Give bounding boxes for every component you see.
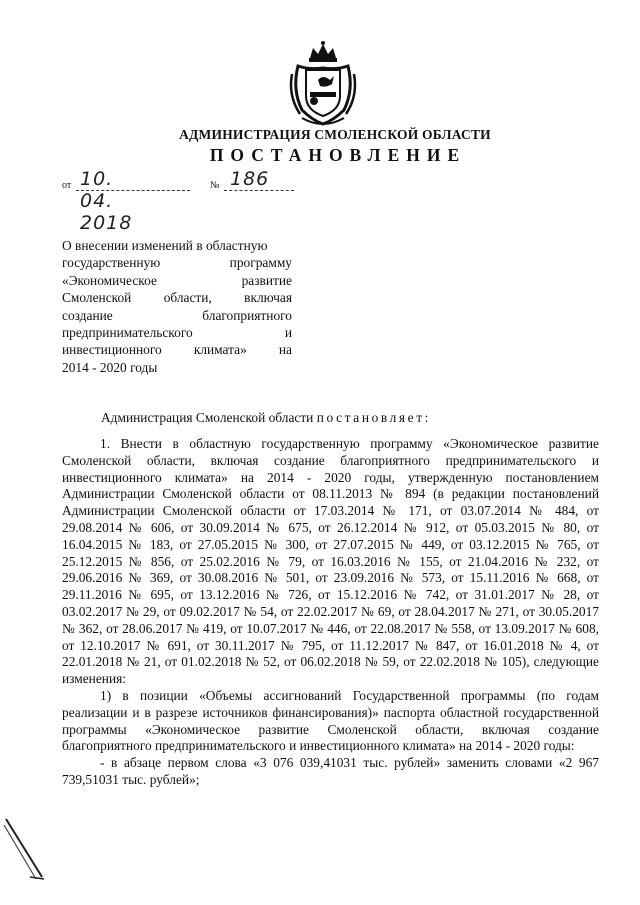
document-type-heading: ПОСТАНОВЛЕНИЕ — [209, 145, 467, 165]
handwritten-number: 186 — [230, 168, 270, 190]
subject-line: 2014 - 2020 годы — [62, 359, 158, 375]
date-underline — [76, 190, 190, 191]
scan-corner-mark — [0, 815, 50, 885]
number-underline — [224, 190, 294, 191]
body-paragraph: - в абзаце первом слова «3 076 039,41031 тыс. рублей» заменить словами «2 967 739,51031 тыс. рублей»; — [62, 755, 599, 787]
subject-line: создание благоприятного — [62, 307, 292, 323]
organization-title: АДМИНИСТРАЦИЯ СМОЛЕНСКОЙ ОБЛАСТИ — [179, 127, 491, 142]
subject-line: Смоленской области, включая — [62, 290, 292, 306]
number-label: № — [210, 180, 220, 191]
document-subject — [62, 237, 292, 376]
subject-line: государственную программу — [62, 255, 292, 271]
body-paragraph: 1) в позиции «Объемы ассигнований Государственной программы (по годам реализации и в разрезе источников финансирования)» паспорта областной государственной программы «Экономическое развитие Смоленской области, включая создание благоприятного предпринимательского и инвестиционного климата» на 2014 - 2020 годы: — [62, 687, 599, 754]
subject-line: О внесении изменений в областную — [62, 238, 268, 253]
subject-line: инвестиционного климата» на — [62, 342, 292, 358]
date-from-label: от — [62, 180, 72, 191]
coat-of-arms-emblem — [288, 40, 358, 126]
subject-line: предпринимательского и — [62, 325, 292, 341]
preamble-verb: постановляет: — [316, 410, 431, 425]
body-paragraph: 1. Внести в областную государственную программу «Экономическое развитие Смоленской области, включая создание благоприятного предпринимательского и инвестиционного климата» на 2014 - 2020 годы, утвержденную постановлением Администрации Смоленской области от 08.11.2013 № 894 (в редакции постановлений Администрации Смоленской области от 17.03.2014 № 171, от 03.07.2014 № 484, от 29.08.2014 № 606, от 30.09.2014 № 675, от 26.12.2014 № 912, от 05.03.2015 № 80, от 16.04.2015 № 183, от 27.05.2015 № 300, от 27.07.2015 № 449, от 03.12.2015 № 765, от 25.12.2015 № 856, от 25.02.2016 № 79, от 16.03.2016 № 155, от 21.04.2016 № 232, от 29.06.2016 № 369, от 30.08.2016 № 501, от 23.09.2016 № 573, от 15.11.2016 № 668, от 29.11.2016 № 695, от 13.12.2016 № 726, от 15.12.2016 № 742, от 31.01.2017 № 28, от 03.02.2017 № 29, от 09.02.2017 № 54, от 22.02.2017 № 69, от 28.04.2017 № 271, от 30.05.2017 № 362, от 28.06.2017 № 419, от 10.07.2017 № 446, от 22.08.2017 № 558, от 13.09.2017 № 608, от 12.10.2017 № 691, от 30.11.2017 № 795, от 11.12.2017 № 847, от 16.01.2018 № 4, от 22.01.2018 № 21, от 01.02.2018 № 52, от 06.02.2018 № 59, от 22.02.2018 № 105), следующие изменения: — [62, 436, 599, 687]
handwritten-date: 10. 04. 2018 — [80, 168, 133, 234]
preamble-prefix: Администрация Смоленской области — [101, 410, 314, 425]
document-body — [62, 436, 599, 789]
preamble — [101, 410, 431, 426]
subject-line: «Экономическое развитие — [62, 272, 292, 288]
